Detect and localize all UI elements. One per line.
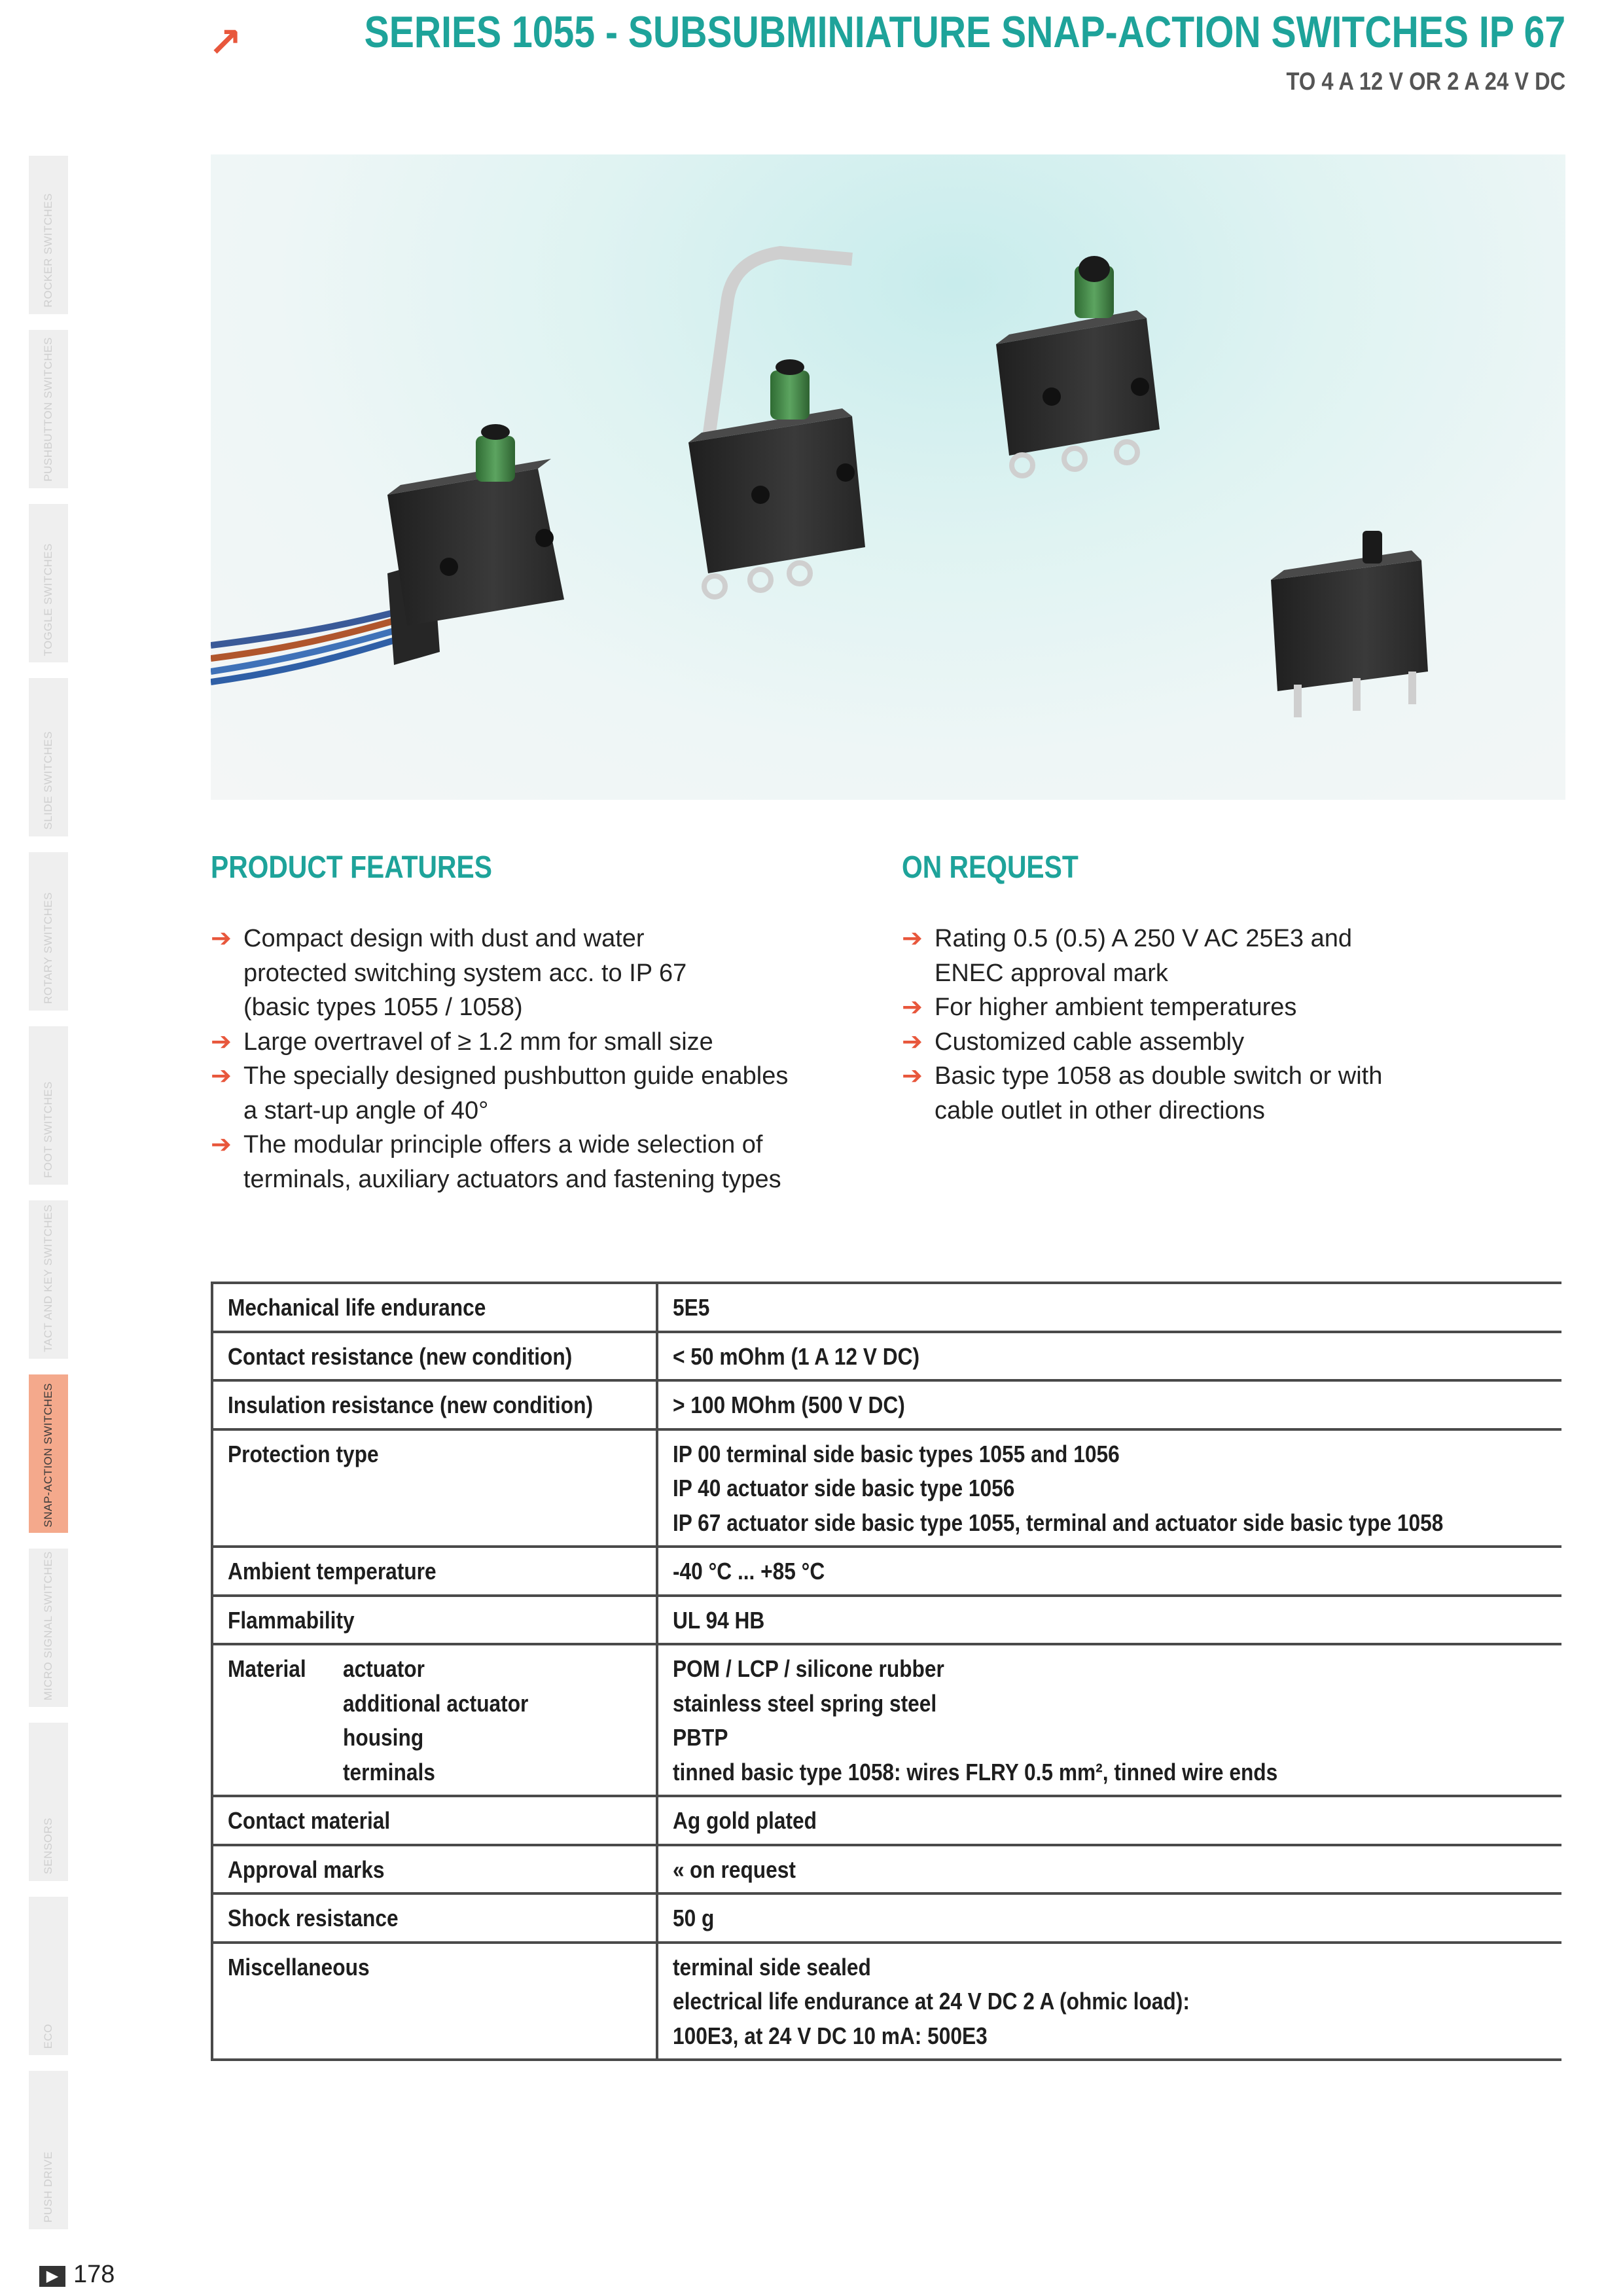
- list-item: [211, 956, 788, 991]
- spec-key: [212, 1283, 657, 1332]
- spec-value-text: POM / LCP / silicone rubber: [673, 1655, 944, 1682]
- spec-value-text: 5E5: [673, 1294, 710, 1321]
- page-title: SERIES 1055 - SUBSUBMINIATURE SNAP-ACTION SWITCHES IP 67: [364, 7, 1565, 57]
- bullet-arrow-icon: ➔: [211, 1062, 232, 1090]
- spec-key-label: Protection type: [228, 1440, 379, 1467]
- list-item-text: The modular principle offers a wide selection of: [243, 1131, 763, 1158]
- spec-value: [657, 1283, 1561, 1332]
- spec-value-line: [673, 1853, 1548, 1888]
- spec-key-label: Miscellaneous: [228, 1953, 370, 1981]
- list-item: [902, 1094, 1382, 1128]
- spec-key: [212, 1596, 657, 1645]
- on-request-heading: ON REQUEST: [902, 850, 1079, 885]
- list-item-text: a start-up angle of 40°: [243, 1096, 489, 1124]
- spec-key-label: Material: [228, 1655, 306, 1682]
- sidebar-tab[interactable]: [29, 2071, 68, 2229]
- spec-value: [657, 1429, 1561, 1547]
- sidebar-tab[interactable]: [29, 1549, 68, 1707]
- spec-value-line: [673, 1721, 1548, 1755]
- list-item-text: The specially designed pushbutton guide enables: [243, 1062, 789, 1090]
- spec-key-label: Flammability: [228, 1606, 355, 1634]
- spec-value-text: PBTP: [673, 1724, 728, 1751]
- switch-pcb-image: [1271, 531, 1428, 717]
- spec-value-line: [673, 1984, 1548, 2019]
- list-item: [211, 1094, 788, 1128]
- sidebar-tab[interactable]: [29, 1723, 68, 1881]
- spec-value-line: [673, 1901, 1548, 1936]
- spec-value: [657, 1596, 1561, 1645]
- bullet-arrow-icon: ➔: [211, 1131, 232, 1158]
- spec-value-line: [673, 1554, 1548, 1589]
- spec-value-text: IP 67 actuator side basic type 1055, terminal and actuator side basic type 1058: [673, 1509, 1444, 1536]
- sidebar-tab-label: SNAP-ACTION SWITCHES: [42, 1383, 54, 1528]
- list-item-text: terminals, auxiliary actuators and fastening types: [243, 1165, 781, 1193]
- spec-value-text: Ag gold plated: [673, 1807, 817, 1834]
- table-row: [212, 1429, 1561, 1547]
- spec-value-text: IP 40 actuator side basic type 1056: [673, 1475, 1015, 1501]
- enec-mark-icon: «: [673, 1856, 685, 1883]
- list-item: [902, 990, 1382, 1025]
- table-row: [212, 1644, 1561, 1796]
- sidebar-tab[interactable]: [29, 678, 68, 836]
- table-row: [212, 1845, 1561, 1894]
- spec-value-text: terminal side sealed: [673, 1953, 871, 1981]
- spec-key-label: Contact resistance (new condition): [228, 1342, 573, 1370]
- spec-key: [212, 1332, 657, 1381]
- switch-with-lever-image: [688, 253, 865, 597]
- list-item: [902, 956, 1382, 991]
- sidebar-tab[interactable]: [29, 1200, 68, 1359]
- spec-value: [657, 1943, 1561, 2060]
- switch-with-cable-image: [211, 424, 564, 682]
- list-item-text: Basic type 1058 as double switch or with: [935, 1062, 1383, 1090]
- spec-value-line: [673, 1652, 1548, 1687]
- spec-key-label: Ambient temperature: [228, 1558, 437, 1585]
- table-row: [212, 1380, 1561, 1429]
- table-row: [212, 1547, 1561, 1596]
- spec-key: [212, 1796, 657, 1845]
- spec-value-text: < 50 mOhm (1 A 12 V DC): [673, 1342, 920, 1370]
- spec-key: [212, 1845, 657, 1894]
- spec-key: [212, 1893, 657, 1943]
- spec-value-text: > 100 MOhm (500 V DC): [673, 1391, 905, 1418]
- list-item-text: ENEC approval mark: [935, 959, 1168, 987]
- list-item-text: cable outlet in other directions: [935, 1096, 1265, 1124]
- spec-value-text: tinned basic type 1058: wires FLRY 0.5 mm², tinned wire ends: [673, 1758, 1278, 1785]
- sidebar-tab[interactable]: [29, 330, 68, 488]
- table-row: [212, 1332, 1561, 1381]
- spec-key: [212, 1644, 657, 1796]
- bullet-arrow-icon: ➔: [902, 1028, 923, 1056]
- spec-value-line: [673, 1291, 1548, 1325]
- table-row: [212, 1596, 1561, 1645]
- spec-value: [657, 1893, 1561, 1943]
- table-row: [212, 1283, 1561, 1332]
- spec-value-line: [673, 1471, 1548, 1506]
- spec-value: [657, 1547, 1561, 1596]
- list-item-text: Compact design with dust and water: [243, 925, 645, 952]
- spec-value-line: [673, 1340, 1548, 1374]
- spec-value-text: IP 00 terminal side basic types 1055 and 1056: [673, 1440, 1120, 1467]
- sidebar-tab-label: ECO: [42, 2023, 54, 2049]
- spec-value-text: 50 g: [673, 1905, 715, 1931]
- table-row: [212, 1893, 1561, 1943]
- spec-key: [212, 1429, 657, 1547]
- sidebar-tab-label: TOGGLE SWITCHES: [42, 543, 54, 656]
- switch-standard-image: [996, 256, 1160, 476]
- table-row: [212, 1943, 1561, 2060]
- on-request-list: [902, 922, 1382, 1128]
- spec-key-label: Contact material: [228, 1807, 391, 1834]
- features-heading: PRODUCT FEATURES: [211, 850, 492, 885]
- spec-key: [212, 1943, 657, 2060]
- spec-value: [657, 1332, 1561, 1381]
- list-item: [211, 1162, 788, 1197]
- page-subtitle: TO 4 A 12 V OR 2 A 24 V DC: [1286, 68, 1565, 96]
- spec-value-text: -40 °C ... +85 °C: [673, 1558, 825, 1585]
- page-arrow-icon: ▶: [39, 2266, 65, 2287]
- list-item: [902, 922, 1382, 956]
- sidebar-tab[interactable]: [29, 1026, 68, 1185]
- sidebar-tab-label: SENSORS: [42, 1818, 54, 1874]
- list-item: [211, 1025, 788, 1060]
- product-photo: [211, 154, 1565, 800]
- sidebar-tab-label: FOOT SWITCHES: [42, 1081, 54, 1178]
- list-item-text: For higher ambient temperatures: [935, 994, 1297, 1021]
- list-item-text: (basic types 1055 / 1058): [243, 994, 523, 1021]
- sidebar-tab-label: TACT AND KEY SWITCHES: [42, 1204, 54, 1352]
- list-item: [211, 1128, 788, 1162]
- sidebar-tab-label: PUSHBUTTON SWITCHES: [42, 337, 54, 482]
- spec-key: [212, 1380, 657, 1429]
- spec-value-text: UL 94 HB: [673, 1606, 765, 1634]
- table-row: [212, 1796, 1561, 1845]
- sidebar-tab[interactable]: [29, 1374, 68, 1533]
- spec-value-text: on request: [690, 1856, 796, 1883]
- list-item-text: protected switching system acc. to IP 67: [243, 959, 687, 987]
- spec-key-label: Mechanical life endurance: [228, 1294, 486, 1321]
- list-item: [211, 990, 788, 1025]
- spec-subkey: actuator: [343, 1655, 425, 1682]
- sidebar-tab-label: MICRO SIGNAL SWITCHES: [42, 1551, 54, 1700]
- list-item: [902, 1025, 1382, 1060]
- list-item: [211, 922, 788, 956]
- spec-value-line: [673, 1506, 1548, 1541]
- sidebar-tab[interactable]: [29, 504, 68, 662]
- spec-value-line: [673, 2019, 1548, 2054]
- bullet-arrow-icon: ➔: [902, 1062, 923, 1090]
- spec-value-line: [673, 1804, 1548, 1839]
- bullet-arrow-icon: ➔: [902, 925, 923, 952]
- specifications-table: [211, 1282, 1561, 2061]
- spec-value: [657, 1845, 1561, 1894]
- bullet-arrow-icon: ➔: [902, 994, 923, 1021]
- sidebar-tab-label: SLIDE SWITCHES: [42, 731, 54, 830]
- spec-value-text: 100E3, at 24 V DC 10 mA: 500E3: [673, 2022, 988, 2049]
- spec-value: [657, 1380, 1561, 1429]
- bullet-arrow-icon: ➔: [211, 1028, 232, 1056]
- spec-value-text: electrical life endurance at 24 V DC 2 A (ohmic load):: [673, 1988, 1190, 2015]
- spec-value-line: [673, 1950, 1548, 1985]
- list-item-text: Rating 0.5 (0.5) A 250 V AC 25E3 and: [935, 925, 1353, 952]
- spec-subkey: additional actuator: [343, 1689, 529, 1717]
- spec-key-label: Approval marks: [228, 1856, 385, 1883]
- features-list: [211, 922, 788, 1196]
- spec-key-label: Insulation resistance (new condition): [228, 1391, 593, 1418]
- list-item: [211, 1059, 788, 1094]
- sidebar-tab-label: ROCKER SWITCHES: [42, 193, 54, 308]
- sidebar-tab[interactable]: [29, 1897, 68, 2055]
- list-item-text: Large overtravel of ≥ 1.2 mm for small size: [243, 1028, 713, 1056]
- spec-value-line: [673, 1755, 1548, 1790]
- spec-subkey: terminals: [343, 1758, 435, 1785]
- spec-key: [212, 1547, 657, 1596]
- sidebar-tab-label: ROTARY SWITCHES: [42, 892, 54, 1004]
- sidebar-tab[interactable]: [29, 852, 68, 1011]
- bullet-arrow-icon: ➔: [211, 925, 232, 952]
- spec-value: [657, 1796, 1561, 1845]
- list-item-text: Customized cable assembly: [935, 1028, 1245, 1056]
- spec-value-line: [673, 1687, 1548, 1721]
- sidebar-tab-label: PUSH DRIVE: [42, 2151, 54, 2223]
- spec-value-line: [673, 1437, 1548, 1472]
- sidebar-tab[interactable]: [29, 156, 68, 314]
- header-arrow-icon: ↗: [208, 20, 242, 65]
- spec-value-line: [673, 1388, 1548, 1423]
- spec-key-label: Shock resistance: [228, 1905, 399, 1931]
- spec-subkey: housing: [343, 1724, 424, 1751]
- spec-value-line: [673, 1604, 1548, 1638]
- spec-value: [657, 1644, 1561, 1796]
- list-item: [902, 1059, 1382, 1094]
- page-number: 178: [73, 2261, 115, 2288]
- spec-value-text: stainless steel spring steel: [673, 1689, 937, 1717]
